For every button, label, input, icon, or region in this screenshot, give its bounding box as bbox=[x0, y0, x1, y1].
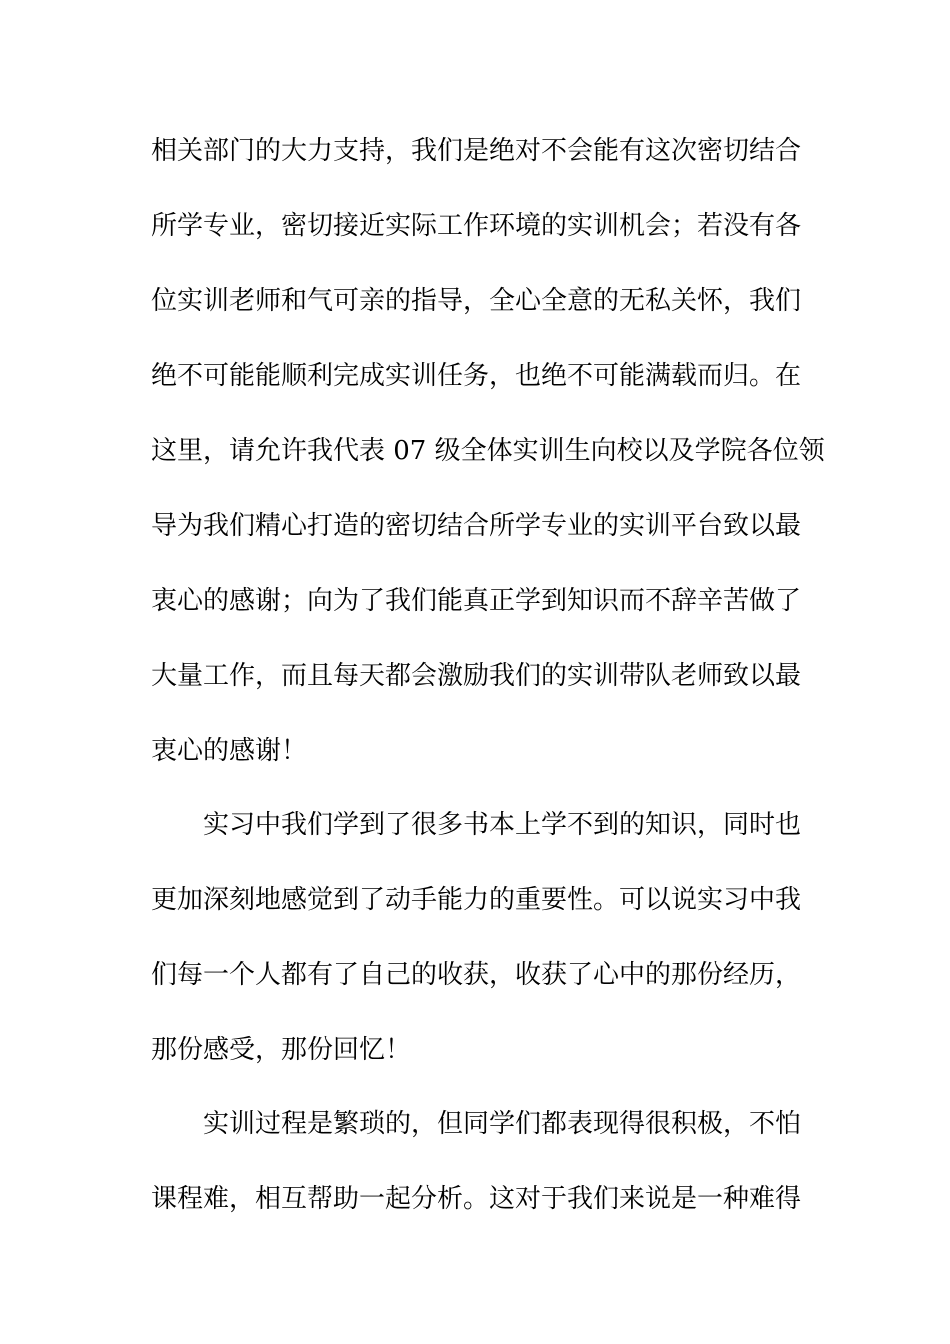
text-line: 们每一个人都有了自己的收获，收获了心中的那份经历， bbox=[151, 960, 802, 990]
text-line: 课程难，相互帮助一起分析。这对于我们来说是一种难得 bbox=[151, 1184, 802, 1214]
paragraph-first-line: 实习中我们学到了很多书本上学不到的知识，同时也 bbox=[203, 810, 802, 840]
text-line: 那份感受，那份回忆！ bbox=[151, 1035, 412, 1065]
text-line: 更加深刻地感觉到了动手能力的重要性。可以说实习中我 bbox=[151, 885, 802, 915]
text-line: 相关部门的大力支持，我们是绝对不会能有这次密切结合 bbox=[151, 136, 802, 166]
paragraph-first-line: 实训过程是繁琐的，但同学们都表现得很积极，不怕 bbox=[203, 1109, 802, 1139]
text-line: 位实训老师和气可亲的指导，全心全意的无私关怀，我们 bbox=[151, 286, 802, 316]
text-line: 绝不可能能顺利完成实训任务，也绝不可能满载而归。在 bbox=[151, 361, 802, 391]
text-line: 衷心的感谢！ bbox=[151, 736, 308, 766]
text-line: 所学专业，密切接近实际工作环境的实训机会；若没有各 bbox=[151, 211, 802, 241]
text-line: 大量工作，而且每天都会激励我们的实训带队老师致以最 bbox=[151, 661, 802, 691]
text-line: 导为我们精心打造的密切结合所学专业的实训平台致以最 bbox=[151, 511, 802, 541]
text-line: 这里，请允许我代表 07 级全体实训生向校以及学院各位领 bbox=[151, 436, 825, 466]
text-line: 衷心的感谢；向为了我们能真正学到知识而不辞辛苦做了 bbox=[151, 586, 802, 616]
